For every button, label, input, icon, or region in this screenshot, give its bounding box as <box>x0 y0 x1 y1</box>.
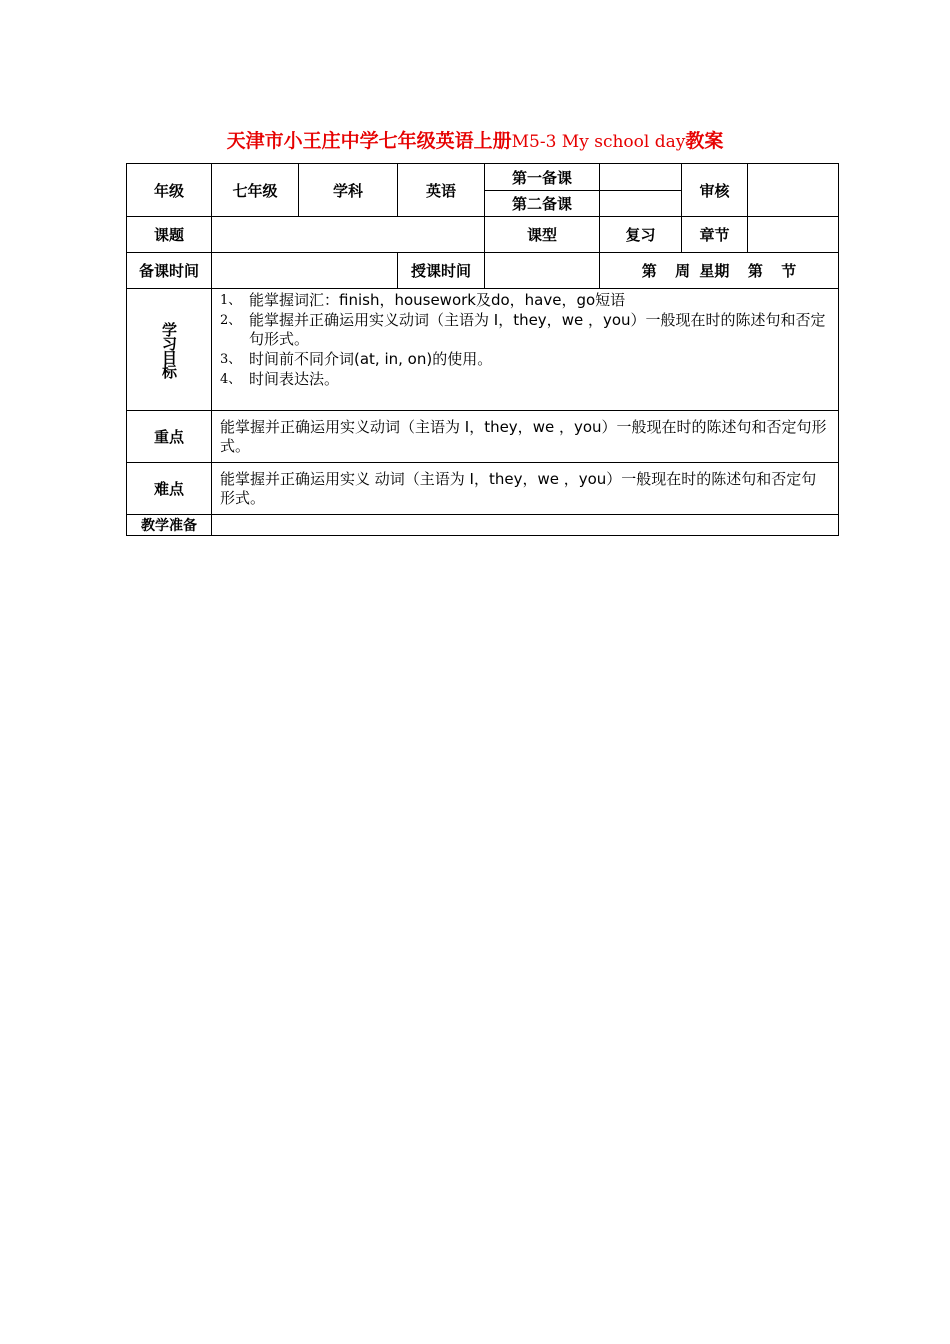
chapter-value <box>748 217 839 253</box>
goal-item <box>220 311 830 349</box>
goals-label: 学习目标 <box>160 321 178 378</box>
key-points-row <box>127 411 839 463</box>
header-row-1 <box>127 164 839 191</box>
second-prep-value <box>600 191 682 217</box>
first-prep-value <box>600 164 682 191</box>
teach-time-label: 授课时间 <box>398 253 485 289</box>
goal-number: 1、 <box>220 293 242 308</box>
preparation-value <box>212 515 839 536</box>
goal-number: 3、 <box>220 352 242 367</box>
second-prep-label: 第二备课 <box>485 191 600 217</box>
goal-text: 能掌握并正确运用实义动词（主语为 I，they，we ，you）一般现在时的陈述句和否定句形式。 <box>249 311 826 348</box>
lesson-type-value: 复习 <box>600 217 682 253</box>
prep-time-value <box>212 253 398 289</box>
document-title <box>0 127 950 156</box>
preparation-label: 教学准备 <box>127 515 212 536</box>
time-row <box>127 253 839 289</box>
first-prep-label: 第一备课 <box>485 164 600 191</box>
difficulties-row <box>127 463 839 515</box>
grade-label: 年级 <box>127 164 212 217</box>
key-points-label: 重点 <box>127 411 212 463</box>
goal-text: 时间前不同介词(at, in, on)的使用。 <box>249 350 493 368</box>
grade-value: 七年级 <box>212 164 299 217</box>
topic-label: 课题 <box>127 217 212 253</box>
difficulties-text: 能掌握并正确运用实义 动词（主语为 I，they，we ，you）一般现在时的陈述句和否定句形式。 <box>212 463 839 515</box>
title-cn-part2: 教案 <box>685 130 724 152</box>
subject-value: 英语 <box>398 164 485 217</box>
goal-item <box>220 370 830 389</box>
goals-content <box>212 289 839 411</box>
review-label: 审核 <box>682 164 748 217</box>
lesson-plan-table <box>126 163 839 536</box>
review-value <box>748 164 839 217</box>
chapter-label: 章节 <box>682 217 748 253</box>
goal-item <box>220 350 830 369</box>
prep-time-label: 备课时间 <box>127 253 212 289</box>
lesson-type-label: 课型 <box>485 217 600 253</box>
subject-label: 学科 <box>299 164 398 217</box>
goal-number: 2、 <box>220 313 242 328</box>
teach-time-value <box>485 253 600 289</box>
goals-list <box>220 291 830 389</box>
key-points-text: 能掌握并正确运用实义动词（主语为 I，they，we ，you）一般现在时的陈述句和否定句形式。 <box>212 411 839 463</box>
difficulties-label: 难点 <box>127 463 212 515</box>
topic-row <box>127 217 839 253</box>
week-period-text: 第 周 星期 第 节 <box>600 253 839 289</box>
goal-text: 时间表达法。 <box>249 370 340 388</box>
title-en-part: M5-3 My school day <box>511 132 686 152</box>
goal-number: 4、 <box>220 372 242 387</box>
goals-label-cell <box>127 289 212 411</box>
preparation-row <box>127 515 839 536</box>
goal-item <box>220 291 830 310</box>
title-cn-part1: 天津市小王庄中学七年级英语上册 <box>226 130 512 152</box>
goal-text: 能掌握词汇：finish，housework及do，have，go短语 <box>249 291 626 309</box>
goals-row <box>127 289 839 411</box>
topic-value <box>212 217 485 253</box>
